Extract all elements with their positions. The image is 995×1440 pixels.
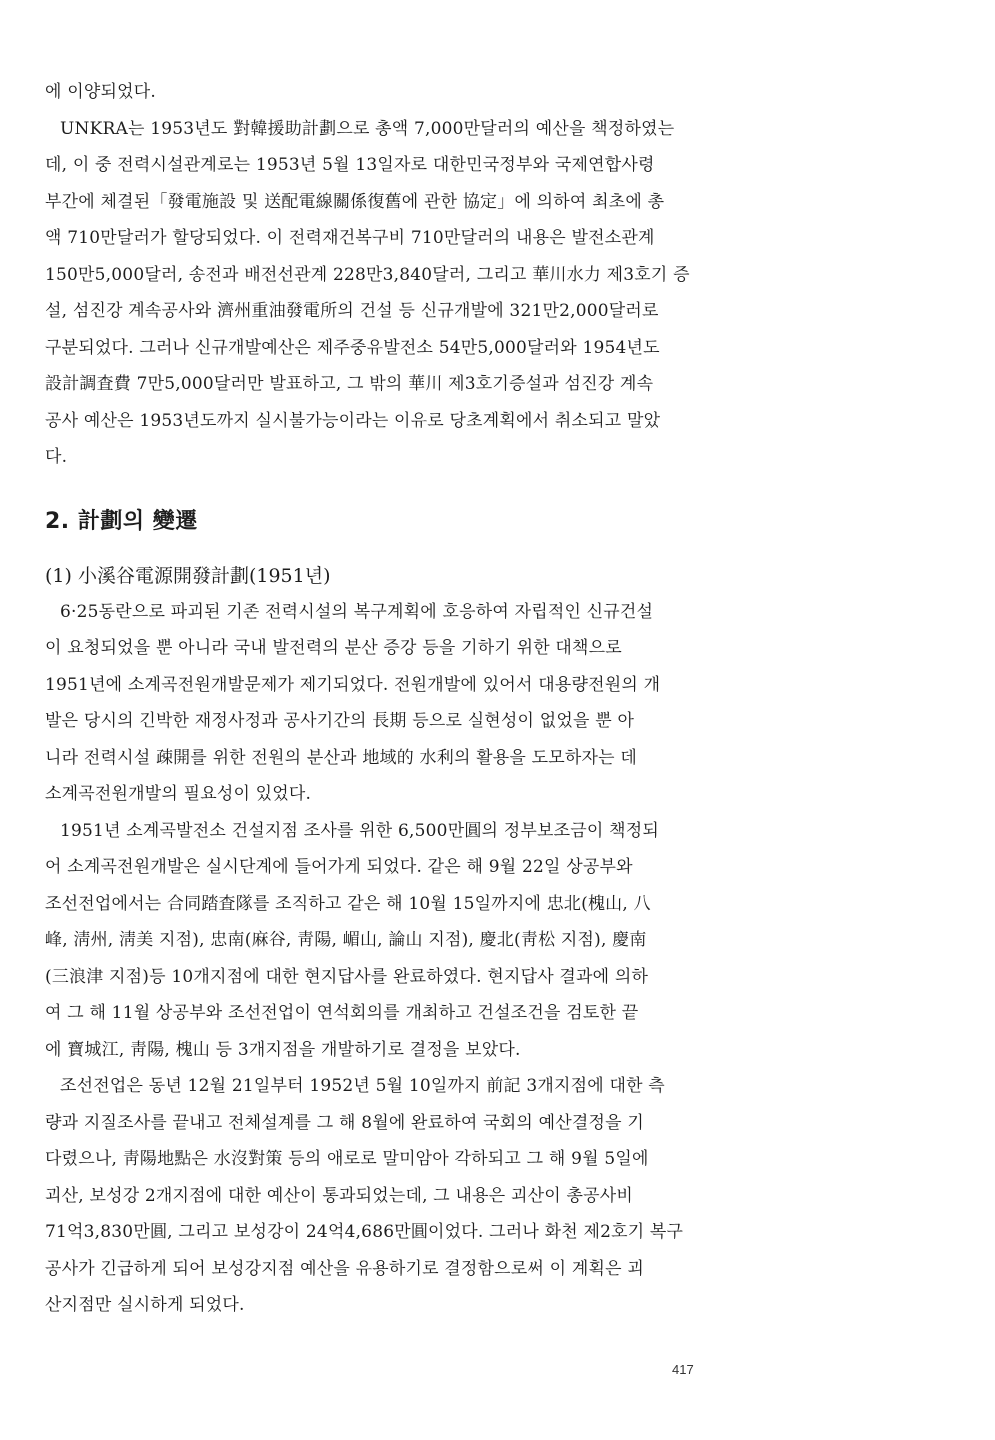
paragraph-site-survey: 1951년 소계곡발전소 건설지점 조사를 위한 6,500만圓의 정부보조금이 책정되 어 소계곡전원개발은 실시단계에 들어가게 되었다. 같은 해 9월 22일 상공부와 조선전업에서는 合同踏査隊를 조직하고 같은 해 10월 15일까지에 忠北(槐山, 八 峰, 淸州, 淸美 지점), 忠南(麻谷, 靑陽, 嵋山, 論山 지점), 慶北(靑松 지점), 慶南 (三浪津 지점)등 10개지점에 대한 현지답사를 완료하였다. 현지답사 결과에 의하 여 그 해 11월 상공부와 조선전업이 연석회의를 개최하고 건설조건을 검토한 끝 에 寶城江, 靑陽, 槐山 등 3개지점을 개발하기로 결정을 보았다. (45, 820, 659, 1060)
paragraph-background: 6·25동란으로 파괴된 기존 전력시설의 복구계획에 호응하여 자립적인 신규건설 이 요청되었을 뿐 아니라 국내 발전력의 분산 증강 등을 기하기 위한 대책으로 1951년에 소계곡전원개발문제가 제기되었다. 전원개발에 있어서 대용량전원의 개 발은 당시의 긴박한 재정사정과 공사기간의 長期 등으로 실현성이 없었을 뿐 아 니라 전력시설 疎開를 위한 전원의 분산과 地域的 水利의 활용을 도모하자는 데 소계곡전원개발의 필요성이 있었다. (45, 601, 661, 804)
subsection-heading: (1) 小溪谷電源開發計劃(1951년) (45, 564, 331, 587)
section-heading: 2. 計劃의 變遷 (45, 508, 198, 534)
document-body (45, 74, 707, 1324)
paragraph-design-budget: 조선전업은 동년 12월 21일부터 1952년 5월 10일까지 前記 3개지점에 대한 측 량과 지질조사를 끝내고 전체설계를 그 해 8월에 완료하여 국회의 예산결정을 기 다렸으나, 靑陽地點은 水沒對策 등의 애로로 말미암아 각하되고 그 해 9월 5일에 괴산, 보성강 2개지점에 대한 예산이 통과되었는데, 그 내용은 괴산이 총공사비 71억3,830만圓, 그리고 보성강이 24억4,686만圓이었다. 그러나 화천 제2호기 복구 공사가 긴급하게 되어 보성강지점 예산을 유용하기로 결정함으로써 이 계획은 괴 산지점만 실시하게 되었다. (45, 1076, 684, 1315)
paragraph-unkra-budget: UNKRA는 1953년도 對韓援助計劃으로 총액 7,000만달러의 예산을 책정하였는 데, 이 중 전력시설관계로는 1953년 5월 13일자로 대한민국정부와 국제연합사령 부간에 체결된「發電施設 및 送配電線關係復舊에 관한 協定」에 의하여 최초에 총 액 710만달러가 할당되었다. 이 전력재건복구비 710만달러의 내용은 발전소관계 150만5,000달러, 송전과 배전선관계 228만3,840달러, 그리고 華川水力 제3호기 증 설, 섬진강 계속공사와 濟州重油發電所의 건설 등 신규개발에 321만2,000달러로 구분되었다. 그러나 신규개발예산은 제주중유발전소 54만5,000달러와 1954년도 設計調査費 7만5,000달러만 발표하고, 그 밖의 華川 제3호기증설과 섬진강 계속 공사 예산은 1953년도까지 실시불가능이라는 이유로 당초계획에서 취소되고 말았 다. (45, 118, 690, 467)
page-number: 417 (672, 1362, 694, 1377)
paragraph-continuation: 에 이양되었다. (45, 82, 156, 102)
